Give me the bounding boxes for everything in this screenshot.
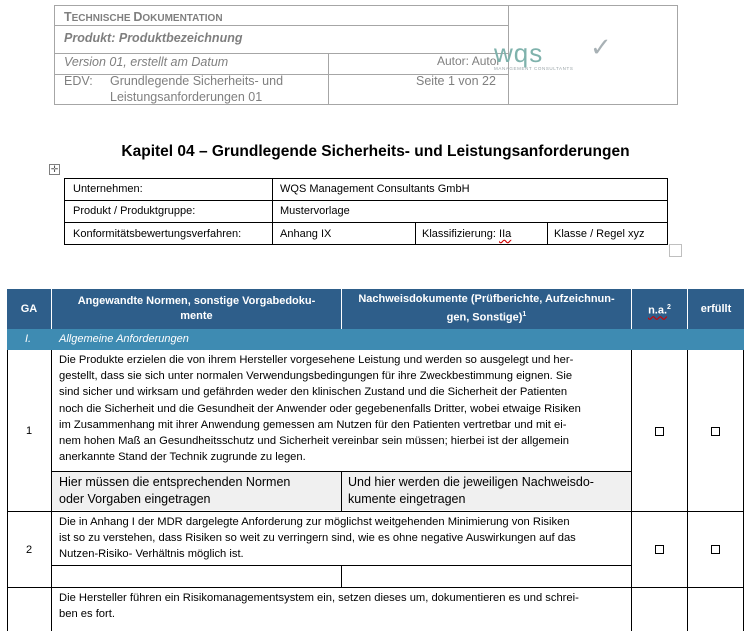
header-fulfilled: erfüllt [688, 289, 744, 329]
text-line: nem hohen Maß an Gesundheitsschutz und Sicherheit vereinbar sein müssen; hierbei ist der allgemein [59, 435, 569, 448]
text-line: sind sicher und wirksam und gefährden weder den klinischen Zustand und die Sicherheit der Patienten [59, 386, 568, 399]
table-gridline [7, 350, 8, 631]
doc-type-label: TECHNISCHE DOKUMENTATION [64, 10, 223, 24]
table-gridline [272, 179, 273, 244]
conformity-value[interactable]: Anhang IX [280, 228, 332, 240]
product-info-table [64, 178, 668, 245]
header-evidence-line1: Nachweisdokumente (Prüfberichte, Aufzeichnun- [358, 293, 615, 306]
header-evidence-line2: gen, Sonstige) [446, 311, 523, 324]
table-gridline [341, 471, 342, 511]
table-gridline [687, 350, 688, 631]
company-label: Unternehmen: [73, 183, 143, 195]
text-line: ist so zu verstehen, dass Risiken so weit zu verringern sind, wie es ohne negative Auswirkungen auf das [59, 532, 576, 545]
table-gridline [631, 350, 632, 631]
requirement-number: 2 [25, 544, 33, 556]
document-header [54, 5, 678, 105]
classification-value: IIa [499, 228, 512, 240]
logo-subtitle: MANAGEMENT CONSULTANTS [494, 66, 574, 71]
requirements-table [7, 289, 744, 631]
fulfilled-checkbox[interactable] [711, 545, 720, 554]
product-group-value[interactable]: Mustervorlage [280, 205, 350, 217]
header-divider [328, 53, 329, 104]
header-ga: GA [7, 289, 51, 329]
evidence-input[interactable] [342, 566, 631, 587]
table-gridline [7, 587, 744, 588]
table-move-handle-icon[interactable]: ✛ [50, 164, 59, 174]
section-number: I. [25, 333, 32, 345]
header-norms-line1: Angewandte Normen, sonstige Vorgabedoku- [77, 295, 316, 307]
norms-input[interactable] [59, 474, 290, 508]
requirement-number: 1 [25, 425, 33, 437]
classification-label: Klassifizierung: [422, 228, 500, 240]
version-label: Version 01, erstellt am Datum [64, 55, 229, 69]
section-title: Allgemeine Anforderungen [59, 333, 189, 345]
section-row [7, 329, 744, 350]
product-group-label: Produkt / Produktgruppe: [73, 205, 196, 217]
edv-title-line1: Grundlegende Sicherheits- und [110, 74, 284, 88]
text-line: Die Produkte erzielen die von ihrem Hersteller vorgesehene Leistung und werden so ausgelegt und her- [59, 354, 574, 366]
table-gridline [743, 350, 744, 631]
evidence-line: Und hier werden die jeweiligen Nachweisdo- [348, 475, 594, 489]
text-line: gestellt, dass sie sich unter normalen Verwendungsbedingungen für ihre Zweckbestimmung eignen. Sie [59, 370, 573, 383]
header-divider [55, 25, 508, 26]
evidence-line: kumente eingetragen [348, 492, 466, 506]
norms-line: oder Vorgaben eingetragen [59, 492, 211, 506]
company-value[interactable]: WQS Management Consultants GmbH [280, 183, 470, 195]
footnote-2: 2 [667, 303, 671, 311]
header-norms [52, 289, 341, 329]
class-rule-value[interactable]: Klasse / Regel xyz [554, 228, 645, 240]
fulfilled-checkbox[interactable] [711, 427, 720, 436]
conformity-label: Konformitätsbewertungsverfahren: [73, 228, 242, 240]
header-evidence [342, 289, 631, 329]
table-resize-handle[interactable] [669, 244, 682, 257]
requirement-text [59, 352, 625, 465]
na-checkbox[interactable] [655, 427, 664, 436]
requirement-text [59, 590, 625, 622]
text-line: noch die Sicherheit und die Gesundheit der Anwender oder gegebenenfalls Dritter, wobei etwaige Risiken [59, 402, 581, 415]
text-line: Die in Anhang I der MDR dargelegte Anforderung zur möglichst weitgehenden Minimierung von Risiken [59, 516, 570, 528]
evidence-input[interactable] [348, 474, 594, 508]
table-gridline [7, 511, 744, 512]
na-checkbox[interactable] [655, 545, 664, 554]
product-label: Produkt: Produktbezeichnung [64, 31, 243, 45]
table-gridline [65, 222, 667, 223]
header-na-label: n.a. [648, 304, 668, 317]
table-gridline [415, 223, 416, 244]
table-gridline [51, 350, 52, 631]
table-gridline [65, 200, 667, 201]
footnote-1: 1 [522, 311, 527, 319]
edv-label: EDV: [64, 74, 93, 88]
company-logo: wqs [494, 38, 544, 68]
author-label: Autor: Autor [437, 54, 501, 68]
header-na [632, 289, 687, 329]
page-number: Seite 1 von 22 [416, 74, 496, 88]
text-line: Die Hersteller führen ein Risikomanagementsystem ein, setzen dieses um, dokumentieren es und schrei- [59, 592, 579, 604]
text-line: im Zusammenhang mit ihrer Anwendung gemessen am Nutzen für den Patienten vertretbar und mit ei- [59, 418, 567, 431]
norms-input[interactable] [52, 566, 341, 587]
text-line: Nutzen-Risiko- Verhältnis möglich ist. [59, 548, 244, 561]
text-line: anerkannte Stand der Technik zugrunde zu legen. [59, 451, 306, 464]
table-gridline [547, 223, 548, 244]
norms-line: Hier müssen die entsprechenden Normen [59, 475, 291, 489]
text-line: ben es fort. [59, 608, 115, 621]
requirement-text [59, 514, 625, 563]
classification-field[interactable] [422, 228, 511, 240]
edv-title-line2: Leistungsanforderungen 01 [110, 90, 263, 104]
header-norms-line2: mente [180, 310, 213, 322]
checkmark-icon: ✓ [590, 32, 612, 62]
chapter-title: Kapitel 04 – Grundlegende Sicherheits- und Leistungsanforderungen [121, 143, 630, 160]
